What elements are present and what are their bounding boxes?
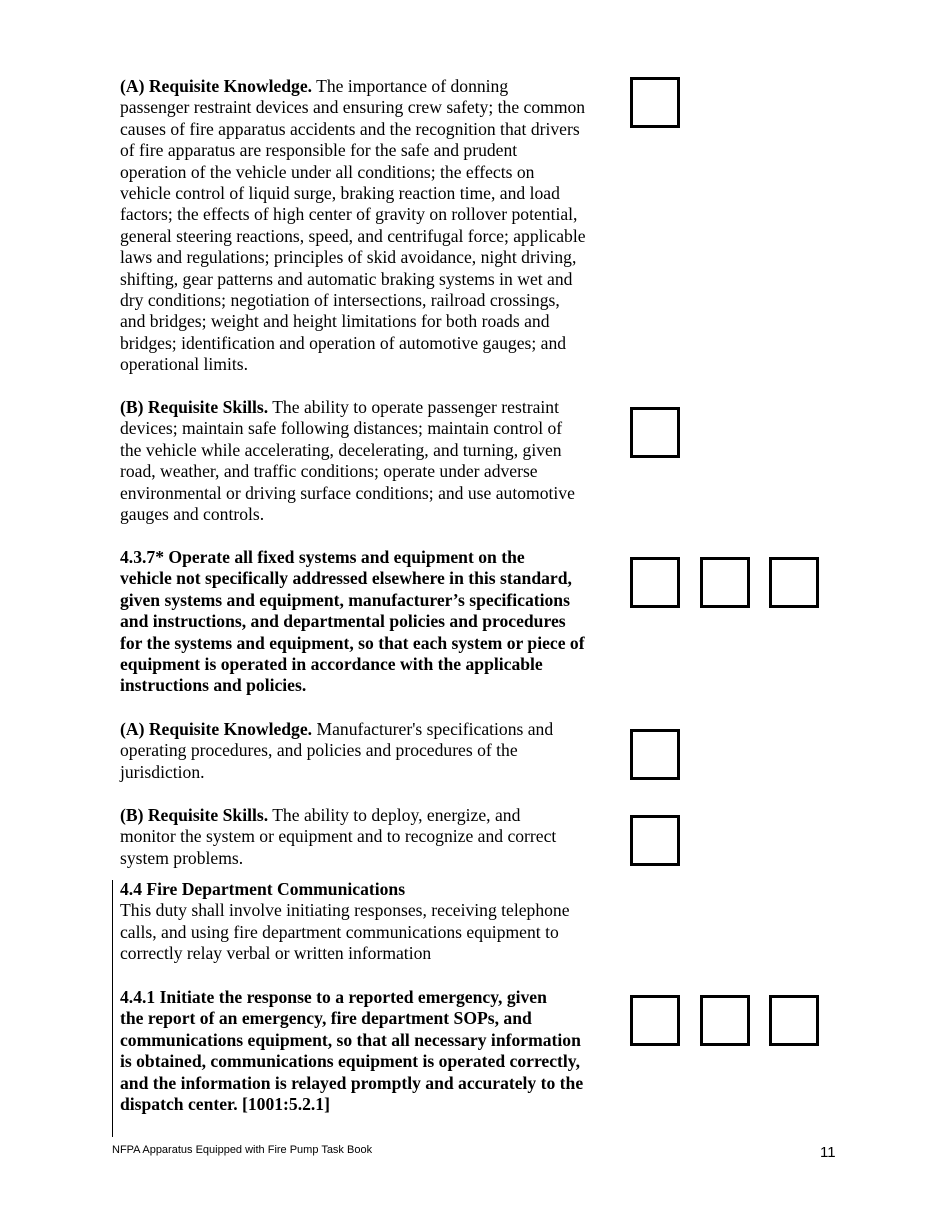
requisite-knowledge-text: The importance of donning passenger restraint devices and ensuring crew safety; the common causes of fire apparatus accidents and the recognition that drivers of fire apparatus are responsible for the safe and prudent operation of the vehicle under all conditions; the effects on vehicle control of liquid surge, braking reaction time, and load factors; the effects of high center of gravity on rollover potential, general steering reactions, speed, and centrifugal force; applicable laws and regulations; principles of skid avoidance, night driving, shifting, gear patterns and automatic braking systems in wet and dry conditions; negotiation of intersections, railroad crossings, and bridges; weight and height limitations for both roads and bridges; identification and operation of automotive gauges; and operational limits. bbox=[120, 76, 586, 375]
requisite-skills-paragraph bbox=[120, 397, 620, 525]
page-number: 11 bbox=[820, 1144, 836, 1161]
signoff-checkbox[interactable] bbox=[700, 995, 750, 1046]
section-description: This duty shall involve initiating responses, receiving telephone calls, and using fire department communications equipment to correctly relay verbal or written information bbox=[120, 900, 570, 964]
requisite-skills-lead: (B) Requisite Skills. bbox=[120, 805, 269, 825]
requisite-knowledge-text: Manufacturer's specifications and operating procedures, and policies and procedures of the jurisdiction. bbox=[120, 719, 554, 782]
signoff-checkbox[interactable] bbox=[630, 407, 680, 458]
requisite-skills-lead: (B) Requisite Skills. bbox=[120, 397, 269, 417]
requisite-knowledge-lead: (A) Requisite Knowledge. bbox=[120, 719, 313, 739]
signoff-checkbox[interactable] bbox=[630, 995, 680, 1046]
requisite-skills-paragraph bbox=[120, 805, 620, 869]
signoff-checkbox[interactable] bbox=[769, 557, 819, 608]
section-heading: 4.4 Fire Department Communications bbox=[120, 879, 406, 899]
signoff-checkbox[interactable] bbox=[630, 815, 680, 866]
requisite-skills-text: The ability to deploy, energize, and monitor the system or equipment and to recognize and correct system problems. bbox=[120, 805, 557, 868]
signoff-checkbox[interactable] bbox=[630, 729, 680, 780]
signoff-checkbox[interactable] bbox=[769, 995, 819, 1046]
signoff-checkbox[interactable] bbox=[630, 557, 680, 608]
requisite-knowledge-paragraph bbox=[120, 719, 620, 783]
signoff-checkbox[interactable] bbox=[700, 557, 750, 608]
section-4-4 bbox=[120, 879, 620, 965]
footer-title: NFPA Apparatus Equipped with Fire Pump Task Book bbox=[112, 1144, 373, 1156]
requisite-knowledge-paragraph bbox=[120, 76, 620, 376]
standard-4-3-7-paragraph: 4.3.7* Operate all fixed systems and equipment on the vehicle not specifically addressed elsewhere in this standard, given systems and equipment, manufacturer’s specifications and instructions, and departmental policies and procedures for the systems and equipment, so that each system or piece of equipment is operated in accordance with the applicable instructions and policies. bbox=[120, 547, 585, 696]
standard-4-4-1-paragraph: 4.4.1 Initiate the response to a reported emergency, given the report of an emergency, fire department SOPs, and communications equipment, so that all necessary information is obtained, communications equipment is operated correctly, and the information is relayed promptly and accurately to the dispatch center. [1001:5.2.1] bbox=[120, 987, 584, 1115]
requisite-skills-text: The ability to operate passenger restraint devices; maintain safe following distances; maintain control of the vehicle while accelerating, decelerating, and turning, given road, weather, and traffic conditions; operate under adverse environmental or driving surface conditions; and use automotive gauges and controls. bbox=[120, 397, 575, 525]
revision-bar bbox=[112, 880, 113, 1137]
requisite-knowledge-lead: (A) Requisite Knowledge. bbox=[120, 76, 313, 96]
signoff-checkbox[interactable] bbox=[630, 77, 680, 128]
